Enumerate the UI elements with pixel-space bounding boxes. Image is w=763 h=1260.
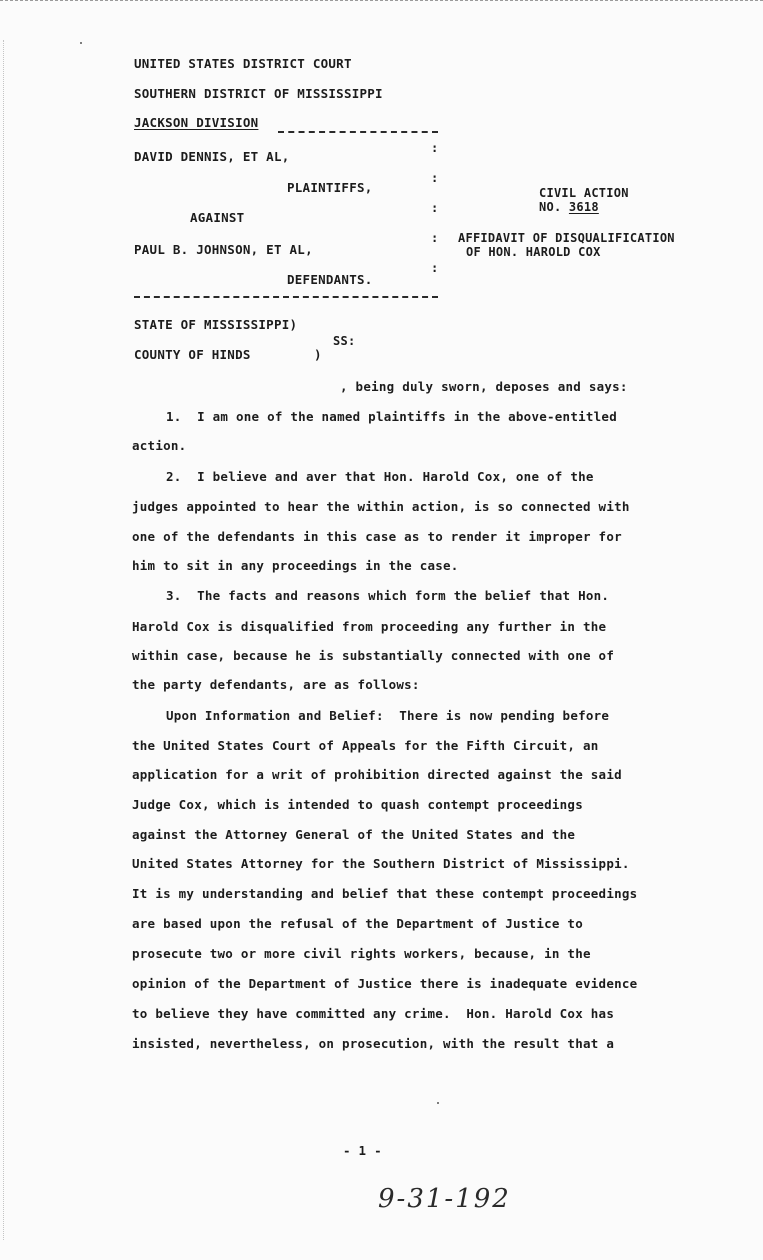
body-line: , being duly sworn, deposes and says: [340,379,628,394]
scan-top-border [0,0,763,1]
body-line: against the Attorney General of the United States and the [132,827,576,842]
handwritten-file-code: 9-31-192 [378,1184,511,1214]
body-line: insisted, nevertheless, on prosecution, with the result that a [132,1036,615,1051]
caption-top-rule [278,131,438,133]
body-line: 1. I am one of the named plaintiffs in the above-entitled [166,409,617,424]
caption-divider-mark: : [431,171,439,185]
body-line: the United States Court of Appeals for the Fifth Circuit, an [132,738,599,753]
body-line: the party defendants, are as follows: [132,677,420,692]
plaintiffs-label: PLAINTIFFS, [287,180,373,195]
body-line: opinion of the Department of Justice there is inadequate evidence [132,976,638,991]
body-line: It is my understanding and belief that these contempt proceedings [132,886,638,901]
body-line: Judge Cox, which is intended to quash contempt proceedings [132,797,583,812]
caption-bottom-rule [134,296,438,298]
scan-speck [437,1102,439,1104]
body-line: him to sit in any proceedings in the case. [132,558,459,573]
body-line: 3. The facts and reasons which form the belief that Hon. [166,588,610,603]
caption-divider-mark: : [431,261,439,275]
body-line: prosecute two or more civil rights workers, because, in the [132,946,591,961]
scan-left-edge [3,40,4,1240]
body-line: to believe they have committed any crime. Hon. Harold Cox has [132,1006,615,1021]
case-number-prefix: NO. [539,200,562,214]
caption-divider-mark: : [431,231,439,245]
venue-ss: SS: [333,334,356,348]
venue-county: COUNTY OF HINDS [134,347,251,362]
case-number-value: 3618 [568,200,599,214]
body-line: judges appointed to hear the within action, is so connected with [132,499,630,514]
body-line: Harold Cox is disqualified from proceeding any further in the [132,619,607,634]
body-line: 2. I believe and aver that Hon. Harold Cox, one of the [166,469,594,484]
case-number [539,200,599,214]
body-line: action. [132,438,187,453]
caption-divider-mark: : [431,141,439,155]
scan-speck [80,42,82,44]
body-line: United States Attorney for the Southern District of Mississippi. [132,856,630,871]
body-line: Upon Information and Belief: There is now pending before [166,708,610,723]
against-label: AGAINST [190,210,245,225]
court-name-line2: SOUTHERN DISTRICT OF MISSISSIPPI [134,86,383,101]
page-number: - 1 - [343,1143,382,1158]
body-line: one of the defendants in this case as to render it improper for [132,529,622,544]
defendants-label: DEFENDANTS. [287,272,373,287]
body-line: within case, because he is substantially connected with one of [132,648,615,663]
defendant-name: PAUL B. JOHNSON, ET AL, [134,242,313,257]
affidavit-title-line1: AFFIDAVIT OF DISQUALIFICATION [458,231,675,245]
venue-state: STATE OF MISSISSIPPI) [134,317,298,332]
civil-action-label: CIVIL ACTION [539,186,629,200]
plaintiff-name: DAVID DENNIS, ET AL, [134,149,290,164]
body-line: are based upon the refusal of the Department of Justice to [132,916,583,931]
caption-divider-mark: : [431,201,439,215]
court-name-line1: UNITED STATES DISTRICT COURT [134,56,352,71]
venue-county-paren: ) [314,347,322,362]
body-line: application for a writ of prohibition directed against the said [132,767,622,782]
court-division: JACKSON DIVISION [134,115,259,130]
affidavit-title-line2: OF HON. HAROLD COX [466,245,601,259]
